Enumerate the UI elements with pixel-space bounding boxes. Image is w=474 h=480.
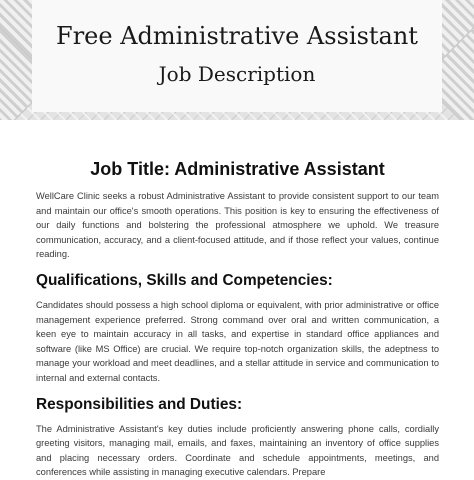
qualifications-heading: Qualifications, Skills and Competencies: [36, 271, 333, 289]
page-subtitle: Job Description [158, 62, 316, 86]
page-title: Free Administrative Assistant [56, 22, 418, 50]
responsibilities-heading: Responsibilities and Duties: [36, 395, 243, 413]
job-title-heading: Job Title: Administrative Assistant [90, 159, 385, 179]
qualifications-paragraph: Candidates should possess a high school diploma or equivalent, with prior administrative or office management experience preferred. Strong command over oral and written communication, a keen eye to maintain accuracy in all tasks, and expertise in standard office appliances and software (like MS Office) are crucial. We require top-notch organization skills, the adeptness to manage your workload and meet deadlines, and a stellar attitude in service and communication to internal and external contacts. [36, 299, 439, 383]
document-body [36, 158, 439, 480]
header-banner [0, 0, 474, 120]
title-card [32, 0, 442, 112]
responsibilities-paragraph: The Administrative Assistant's key duties include proficiently answering phone calls, cordially greeting visitors, managing mail, emails, and faxes, maintaining an inventory of office supplies and placing necessary orders. Coordinate and schedule appointments, meetings, and conferences while assisting in managing executive calendars. Prepare [36, 423, 439, 478]
intro-paragraph: WellCare Clinic seeks a robust Administrative Assistant to provide consistent support to our team and maintain our office's smooth operations. This position is key to ensuring the effectiveness of our daily functions and bolstering the professional atmosphere we uphold. We treasure communication, accuracy, and a client-focused attitude, and if those reflect your values, continue reading. [36, 191, 439, 260]
